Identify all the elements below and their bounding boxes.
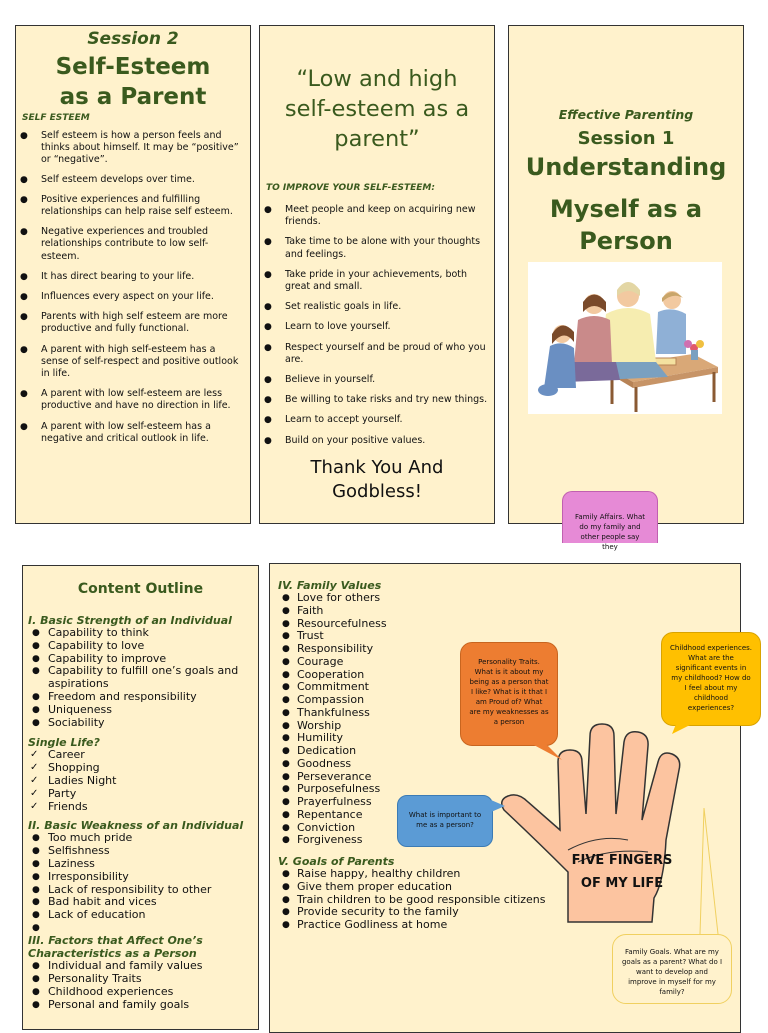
cover-title-line2: Myself as a [549, 195, 703, 223]
list-item: ● Goodness [278, 758, 740, 771]
list-item: ● Thankfulness [278, 707, 740, 720]
panel1-title [16, 52, 250, 112]
bubble-tail [670, 724, 700, 744]
list-item: ● Individual and family values [28, 960, 258, 973]
list-item: ● Build on your positive values. [260, 435, 488, 447]
list-item: ● Bad habit and vices [28, 896, 258, 909]
session-1-label: Session 1 [577, 128, 675, 149]
hand-label-line1: FIVE FINGERS [571, 853, 673, 868]
list-item: ● Give them proper education [278, 881, 740, 894]
list-item: ● Too much pride [28, 832, 258, 845]
bubble-tail [491, 800, 511, 820]
list-item: ● Repentance [278, 809, 740, 822]
thank-you-text: Thank You And Godbless! [310, 456, 444, 502]
single-life-title: Single Life? [28, 736, 100, 750]
list-item: ✓ Friends [28, 801, 258, 814]
list-item: ● Childhood experiences [28, 986, 258, 999]
list-item: ● Personal and family goals [28, 999, 258, 1012]
list-item: ✓ Party [28, 788, 258, 801]
cover-title-line1: Understanding [525, 153, 727, 181]
list-item: ● A parent with low self-esteem are less productive and have no direction in life. [16, 388, 244, 412]
list-item: ● Cooperation [278, 669, 740, 682]
list-item: ● Humility [278, 732, 740, 745]
list-item: ● Lack of responsibility to other [28, 884, 258, 897]
list-item: ● Lack of education [28, 909, 258, 922]
list-item: ● Irresponsibility [28, 871, 258, 884]
list-item: ● Resourcefulness [278, 618, 740, 631]
list-item: ● Capability to fulfill one’s goals and aspirations [28, 665, 258, 691]
list-item: ● Conviction [278, 822, 740, 835]
list-item: ● Influences every aspect on your life. [16, 291, 244, 303]
list-item: ● Compassion [278, 694, 740, 707]
list-item: ● Respect yourself and be proud of who you are. [260, 342, 488, 366]
list-item: ● Trust [278, 630, 740, 643]
panel1-heading: SELF ESTEEM [22, 113, 90, 123]
family-illustration [528, 262, 722, 414]
quote: “Low and high self-esteem as a parent” [284, 66, 470, 152]
list-item: ● Selfishness [28, 845, 258, 858]
panel-content-outline [22, 565, 259, 1030]
cover-title-line3: Person [579, 227, 673, 255]
strength-list [28, 627, 258, 729]
list-item: ● A parent with low self-esteem has a negative and critical outlook in life. [16, 421, 244, 445]
list-item: ● Negative experiences and troubled relationships contribute to low self-esteem. [16, 226, 244, 263]
list-item: ● Raise happy, healthy children [278, 868, 740, 881]
family-affairs-bubble: Family Affairs. What do my family and other people say they [562, 491, 658, 543]
list-item: ● Learn to love yourself. [260, 321, 488, 333]
list-item: ● Courage [278, 656, 740, 669]
section-4-title: IV. Family Values [278, 579, 382, 592]
list-item: ● Capability to think [28, 627, 258, 640]
list-item: ● Provide security to the family [278, 906, 740, 919]
list-item: ● Worship [278, 720, 740, 733]
personality-traits-bubble: Personality Traits. What is it about my being as a person that I like? What is it that I am Proud of? What are my weaknesses as a person [460, 642, 558, 746]
bubble-tail [532, 744, 572, 764]
outline-title: Content Outline [77, 581, 204, 597]
single-life-list [28, 749, 258, 813]
list-item: ● Laziness [28, 858, 258, 871]
list-item: ● Train children to be good responsible citizens [278, 894, 740, 907]
list-item: ● Freedom and responsibility [28, 691, 258, 704]
family-goals-bubble: Family Goals. What are my goals as a parent? What do I want to develop and improve in myself for my family? [612, 934, 732, 1004]
cover-subtitle: Effective Parenting [558, 107, 694, 122]
section-5-title: V. Goals of Parents [278, 855, 395, 868]
childhood-bubble: Childhood experiences. What are the significant events in my childhood? How do I feel about my childhood experiences? [661, 632, 761, 726]
section-2-title: II. Basic Weakness of an Individual [28, 819, 244, 833]
list-item: ● Self esteem develops over time. [16, 174, 244, 186]
panel-family-values [269, 563, 752, 1033]
list-item: ● Take time to be alone with your thoughts and feelings. [260, 236, 488, 260]
improve-list [260, 204, 494, 447]
list-item: ● Meet people and keep on acquiring new friends. [260, 204, 488, 228]
self-esteem-list [16, 130, 250, 445]
list-item: ✓ Career [28, 749, 258, 762]
list-item: ● Self esteem is how a person feels and thinks about himself. It may be “positive” or “negative”. [16, 130, 244, 167]
list-item: ● Take pride in your achievements, both great and small. [260, 269, 488, 293]
list-item: ● Responsibility [278, 643, 740, 656]
panel-improve-self-esteem [259, 25, 495, 524]
list-item: ● Capability to improve [28, 653, 258, 666]
hand-label-line2: OF MY LIFE [580, 876, 664, 891]
list-item [28, 922, 258, 935]
list-item: ● Commitment [278, 681, 740, 694]
list-item: ● Capability to love [28, 640, 258, 653]
hand-label [566, 849, 678, 895]
list-item: ● Purposefulness [278, 783, 740, 796]
list-item: ● Sociability [28, 717, 258, 730]
list-item: ✓ Ladies Night [28, 775, 258, 788]
list-item: ● Prayerfulness [278, 796, 740, 809]
panel2-heading: TO IMPROVE YOUR SELF-ESTEEM: [266, 183, 435, 193]
list-item: ● Practice Godliness at home [278, 919, 740, 932]
list-item: ● Forgiveness [278, 834, 740, 847]
section-1-title: I. Basic Strength of an Individual [28, 614, 232, 627]
list-item: ● Believe in yourself. [260, 374, 488, 386]
list-item: ● Dedication [278, 745, 740, 758]
cover-title [509, 151, 743, 257]
panel-cover [508, 25, 744, 551]
important-bubble: What is important to me as a person? [397, 795, 493, 847]
list-item: ● Faith [278, 605, 740, 618]
panel1-title-line1: Self-Esteem [55, 54, 211, 80]
weakness-list [28, 832, 258, 934]
factors-list [28, 960, 258, 1011]
list-item: ● Positive experiences and fulfilling relationships can help raise self esteem. [16, 194, 244, 218]
bubble-tail [674, 806, 734, 936]
panel1-title-line2: as a Parent [59, 84, 207, 110]
session-2-label: Session 2 [87, 29, 179, 49]
list-item: ● A parent with high self-esteem has a sense of self-respect and positive outlook in life. [16, 344, 244, 381]
list-item: ✓ Shopping [28, 762, 258, 775]
list-item: ● Be willing to take risks and try new things. [260, 394, 488, 406]
list-item: ● It has direct bearing to your life. [16, 271, 244, 283]
list-item: ● Set realistic goals in life. [260, 301, 488, 313]
panel-self-esteem [15, 25, 251, 524]
list-item: ● Parents with high self esteem are more productive and fully functional. [16, 311, 244, 335]
section-3-title: III. Factors that Affect One’s Characteristics as a Person [28, 933, 203, 960]
list-item: ● Learn to accept yourself. [260, 414, 488, 426]
list-item: ● Perseverance [278, 771, 740, 784]
list-item: ● Personality Traits [28, 973, 258, 986]
list-item: ● Uniqueness [28, 704, 258, 717]
list-item: ● Love for others [278, 592, 740, 605]
